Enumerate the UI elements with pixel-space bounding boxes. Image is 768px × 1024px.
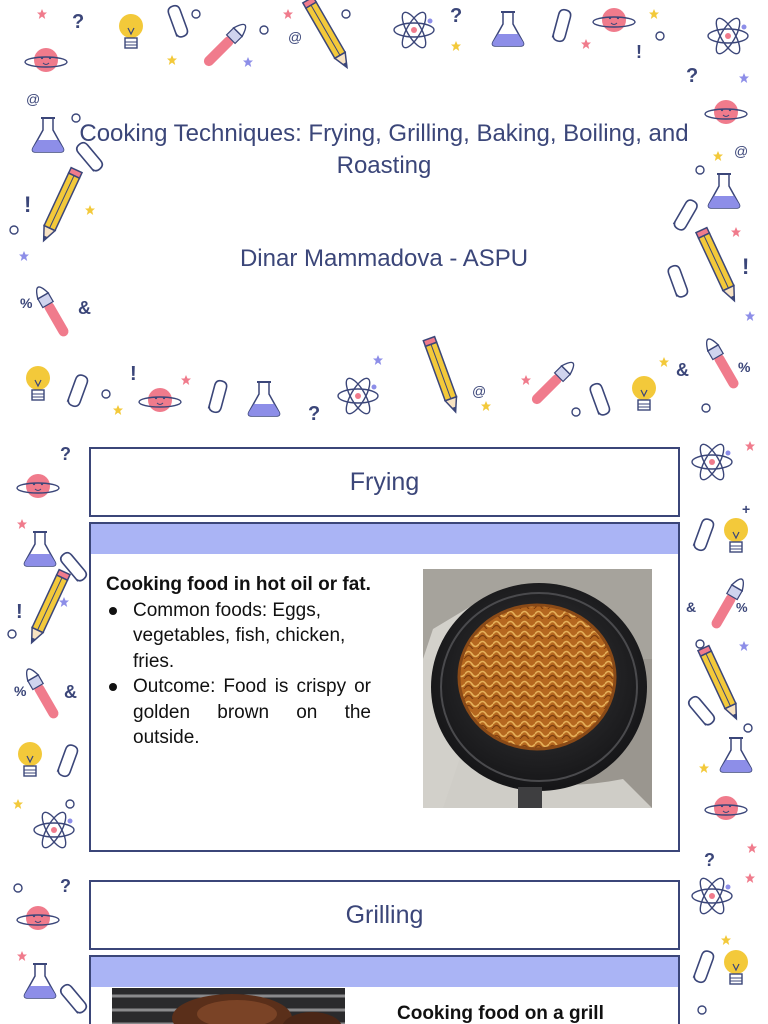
svg-text:?: ? [60, 444, 71, 464]
svg-text:&: & [676, 360, 689, 380]
presentation-title: Cooking Techniques: Frying, Grilling, Baking, Boiling, and Roasting [79, 120, 689, 179]
frying-bullet-outcome: Outcome: Food is crispy or golden brown on the outside. [106, 674, 371, 751]
svg-text:@: @ [26, 91, 41, 107]
frying-heading: Frying [349, 467, 420, 496]
svg-text:@: @ [288, 29, 303, 45]
grilling-lead: Cooking food on a grill [397, 1003, 604, 1024]
grilling-description [397, 1001, 657, 1024]
svg-text:!: ! [24, 192, 32, 217]
frying-photo [423, 569, 652, 808]
svg-text:?: ? [686, 65, 699, 87]
svg-text:!: ! [636, 42, 642, 62]
grilling-photo [112, 988, 345, 1024]
svg-text:?: ? [308, 403, 321, 425]
svg-text:!: ! [742, 254, 750, 279]
svg-text:?: ? [60, 876, 71, 896]
frying-content-card [89, 522, 680, 852]
svg-text:?: ? [704, 850, 715, 870]
svg-text:%: % [736, 600, 748, 615]
svg-text:!: ! [16, 601, 23, 623]
grilling-heading-box [89, 880, 680, 950]
grilling-heading: Grilling [345, 900, 424, 929]
title-slide [0, 0, 768, 430]
svg-text:%: % [14, 683, 27, 699]
svg-text:&: & [686, 599, 697, 615]
svg-text:@: @ [472, 383, 487, 399]
frying-description [106, 572, 371, 751]
frying-heading-box [89, 447, 680, 517]
svg-text:%: % [738, 359, 751, 375]
presentation-author: Dinar Mammadova - ASPU [239, 245, 529, 272]
svg-text:?: ? [72, 11, 85, 33]
frying-bullet-foods: Common foods: Eggs, vegetables, fish, chicken, fries. [106, 598, 371, 675]
grilling-content-card [89, 955, 680, 1024]
meat-on-grill-image [112, 988, 345, 1024]
svg-text:&: & [64, 682, 77, 702]
svg-text:%: % [20, 295, 33, 311]
frying-bullet-list [106, 598, 371, 751]
grilling-accent-band [91, 957, 678, 987]
fried-noodles-pan-image [423, 569, 652, 808]
svg-text:!: ! [130, 363, 137, 385]
frying-accent-band [91, 524, 678, 554]
svg-text:+: + [742, 501, 751, 517]
svg-text:@: @ [734, 143, 749, 159]
svg-text:?: ? [450, 5, 463, 27]
svg-text:&: & [78, 298, 91, 318]
frying-lead: Cooking food in hot oil or fat. [106, 574, 371, 595]
